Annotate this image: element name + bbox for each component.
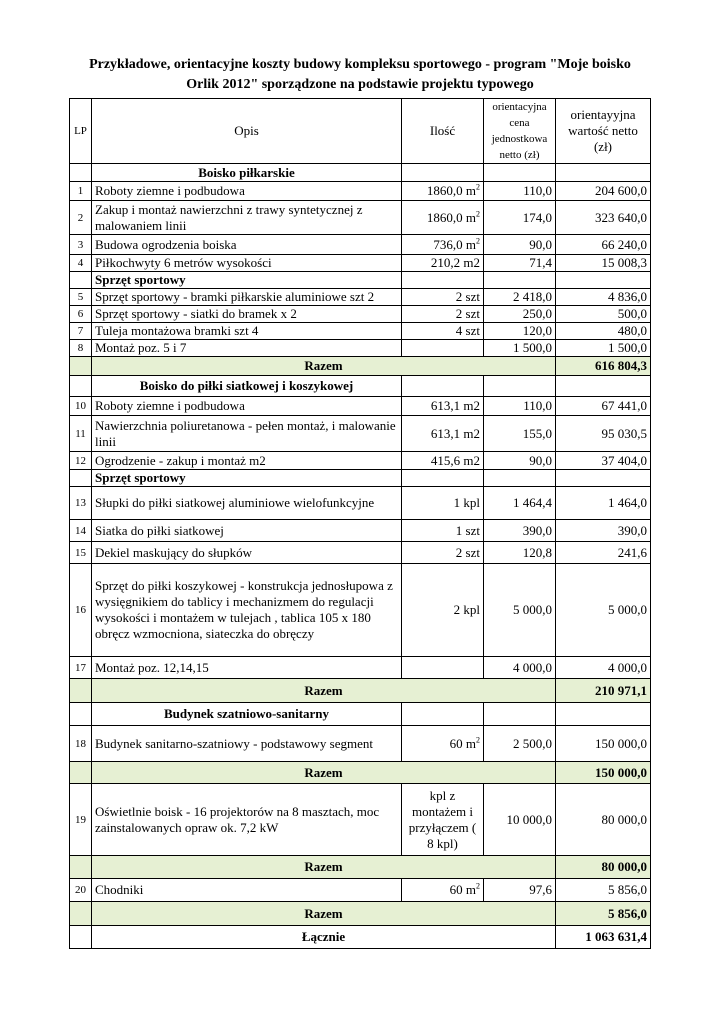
table-row bbox=[70, 657, 651, 679]
cost-table bbox=[69, 98, 651, 949]
row-opis: Zakup i montaż nawierzchni z trawy syntetycznej z malowaniem linii bbox=[92, 201, 402, 235]
header-wartosc: orientayyjna wartość netto (zł) bbox=[556, 99, 651, 164]
row-wartosc: 390,0 bbox=[556, 520, 651, 542]
subtotal-value: 616 804,3 bbox=[556, 357, 651, 376]
row-cena: 110,0 bbox=[484, 182, 556, 201]
row-cena: 1 464,4 bbox=[484, 487, 556, 520]
row-qty: 415,6 m2 bbox=[402, 452, 484, 470]
section-heading: Boisko do piłki siatkowej i koszykowej bbox=[92, 376, 402, 397]
row-cena: 2 418,0 bbox=[484, 289, 556, 306]
subsection-row bbox=[70, 272, 651, 289]
row-lp: 13 bbox=[70, 487, 92, 520]
section-heading-row bbox=[70, 376, 651, 397]
row-wartosc: 500,0 bbox=[556, 306, 651, 323]
row-wartosc: 150 000,0 bbox=[556, 726, 651, 762]
row-cena: 2 500,0 bbox=[484, 726, 556, 762]
row-cena: 4 000,0 bbox=[484, 657, 556, 679]
row-lp: 4 bbox=[70, 255, 92, 272]
table-row bbox=[70, 564, 651, 657]
row-qty: 2 szt bbox=[402, 289, 484, 306]
table-row bbox=[70, 235, 651, 255]
row-lp: 14 bbox=[70, 520, 92, 542]
row-wartosc: 15 008,3 bbox=[556, 255, 651, 272]
subtotal-label: Razem bbox=[92, 357, 556, 376]
row-wartosc: 37 404,0 bbox=[556, 452, 651, 470]
document-title bbox=[60, 55, 660, 95]
row-opis: Budowa ogrodzenia boiska bbox=[92, 235, 402, 255]
row-wartosc: 204 600,0 bbox=[556, 182, 651, 201]
grand-total-label: Łącznie bbox=[92, 926, 556, 949]
row-qty: 1 szt bbox=[402, 520, 484, 542]
row-wartosc: 80 000,0 bbox=[556, 784, 651, 856]
row-opis: Sprzęt sportowy - siatki do bramek x 2 bbox=[92, 306, 402, 323]
row-cena: 120,8 bbox=[484, 542, 556, 564]
row-cena: 90,0 bbox=[484, 235, 556, 255]
row-cena: 5 000,0 bbox=[484, 564, 556, 657]
row-lp: 12 bbox=[70, 452, 92, 470]
row-lp: 3 bbox=[70, 235, 92, 255]
row-lp: 1 bbox=[70, 182, 92, 201]
table-row bbox=[70, 289, 651, 306]
row-qty: 1860,0 $m^2$ bbox=[402, 201, 484, 235]
row-cena: 97,6 bbox=[484, 879, 556, 902]
subtotal-label: Razem bbox=[92, 902, 556, 926]
subtotal-label: Razem bbox=[92, 762, 556, 784]
row-wartosc: 67 441,0 bbox=[556, 397, 651, 416]
row-qty bbox=[402, 340, 484, 357]
table-row bbox=[70, 182, 651, 201]
subtotal-value: 210 971,1 bbox=[556, 679, 651, 703]
row-wartosc: 480,0 bbox=[556, 323, 651, 340]
row-cena: 174,0 bbox=[484, 201, 556, 235]
row-lp: 18 bbox=[70, 726, 92, 762]
row-lp: 2 bbox=[70, 201, 92, 235]
table-row bbox=[70, 340, 651, 357]
row-opis: Ogrodzenie - zakup i montaż m2 bbox=[92, 452, 402, 470]
row-cena: 110,0 bbox=[484, 397, 556, 416]
table-row bbox=[70, 487, 651, 520]
table-row bbox=[70, 784, 651, 856]
row-opis: Roboty ziemne i podbudowa bbox=[92, 397, 402, 416]
table-row bbox=[70, 726, 651, 762]
subtotal-row bbox=[70, 902, 651, 926]
row-cena: 90,0 bbox=[484, 452, 556, 470]
subtotal-row bbox=[70, 762, 651, 784]
table-row bbox=[70, 306, 651, 323]
section-heading-row bbox=[70, 164, 651, 182]
row-opis: Budynek sanitarno-szatniowy - podstawowy segment bbox=[92, 726, 402, 762]
row-opis: Montaż poz. 5 i 7 bbox=[92, 340, 402, 357]
table-row bbox=[70, 397, 651, 416]
row-opis: Siatka do piłki siatkowej bbox=[92, 520, 402, 542]
row-opis: Piłkochwyty 6 metrów wysokości bbox=[92, 255, 402, 272]
title-line-2: Orlik 2012" sporządzone na podstawie projektu typowego bbox=[186, 77, 534, 92]
row-wartosc: 241,6 bbox=[556, 542, 651, 564]
row-qty: 613,1 m2 bbox=[402, 416, 484, 452]
row-wartosc: 4 836,0 bbox=[556, 289, 651, 306]
row-cena: 250,0 bbox=[484, 306, 556, 323]
subsection-heading: Sprzęt sportowy bbox=[92, 470, 402, 487]
row-lp: 19 bbox=[70, 784, 92, 856]
row-qty: 736,0 $m^2$ bbox=[402, 235, 484, 255]
grand-total-row bbox=[70, 926, 651, 949]
row-lp: 11 bbox=[70, 416, 92, 452]
subtotal-value: 80 000,0 bbox=[556, 856, 651, 879]
subtotal-label: Razem bbox=[92, 856, 556, 879]
header-opis: Opis bbox=[92, 99, 402, 164]
table-row bbox=[70, 520, 651, 542]
row-qty: 2 szt bbox=[402, 542, 484, 564]
row-lp: 6 bbox=[70, 306, 92, 323]
row-wartosc: 95 030,5 bbox=[556, 416, 651, 452]
subtotal-value: 150 000,0 bbox=[556, 762, 651, 784]
header-ilosc: Ilość bbox=[402, 99, 484, 164]
table-header-row bbox=[70, 99, 651, 164]
row-qty: kpl z montażem i przyłączem ( 8 kpl) bbox=[402, 784, 484, 856]
section-heading-row bbox=[70, 703, 651, 726]
row-opis: Nawierzchnia poliuretanowa - pełen montaż, i malowanie linii bbox=[92, 416, 402, 452]
header-lp: LP bbox=[70, 99, 92, 164]
row-qty: 2 szt bbox=[402, 306, 484, 323]
row-opis: Roboty ziemne i podbudowa bbox=[92, 182, 402, 201]
row-wartosc: 5 000,0 bbox=[556, 564, 651, 657]
row-opis: Chodniki bbox=[92, 879, 402, 902]
table-row bbox=[70, 201, 651, 235]
row-opis: Słupki do piłki siatkowej aluminiowe wielofunkcyjne bbox=[92, 487, 402, 520]
section-heading: Boisko piłkarskie bbox=[92, 164, 402, 182]
grand-total-value: 1 063 631,4 bbox=[556, 926, 651, 949]
row-opis: Montaż poz. 12,14,15 bbox=[92, 657, 402, 679]
row-cena: 155,0 bbox=[484, 416, 556, 452]
row-qty: 1 kpl bbox=[402, 487, 484, 520]
row-wartosc: 1 464,0 bbox=[556, 487, 651, 520]
row-opis: Sprzęt sportowy - bramki piłkarskie aluminiowe szt 2 bbox=[92, 289, 402, 306]
row-cena: 71,4 bbox=[484, 255, 556, 272]
row-qty: 2 kpl bbox=[402, 564, 484, 657]
subtotal-row bbox=[70, 856, 651, 879]
table-row bbox=[70, 879, 651, 902]
row-qty: 4 szt bbox=[402, 323, 484, 340]
row-wartosc: 66 240,0 bbox=[556, 235, 651, 255]
row-opis: Sprzęt do piłki koszykowej - konstrukcja jednosłupowa z wysięgnikiem do tablicy i mechanizmem do regulacji wysokości i montażem w tulejach , tablica 105 x 180 obręcz wzmocniona, siateczka do obręczy bbox=[92, 564, 402, 657]
table-row bbox=[70, 323, 651, 340]
row-lp: 15 bbox=[70, 542, 92, 564]
subtotal-value: 5 856,0 bbox=[556, 902, 651, 926]
row-cena: 120,0 bbox=[484, 323, 556, 340]
row-opis: Tuleja montażowa bramki szt 4 bbox=[92, 323, 402, 340]
row-wartosc: 5 856,0 bbox=[556, 879, 651, 902]
row-cena: 10 000,0 bbox=[484, 784, 556, 856]
row-opis: Dekiel maskujący do słupków bbox=[92, 542, 402, 564]
section-heading: Budynek szatniowo-sanitarny bbox=[92, 703, 402, 726]
row-wartosc: 4 000,0 bbox=[556, 657, 651, 679]
row-cena: 390,0 bbox=[484, 520, 556, 542]
row-cena: 1 500,0 bbox=[484, 340, 556, 357]
row-lp: 20 bbox=[70, 879, 92, 902]
row-lp: 10 bbox=[70, 397, 92, 416]
row-lp: 7 bbox=[70, 323, 92, 340]
table-row bbox=[70, 255, 651, 272]
row-qty: 1860,0 $m^2$ bbox=[402, 182, 484, 201]
subsection-row bbox=[70, 470, 651, 487]
row-wartosc: 323 640,0 bbox=[556, 201, 651, 235]
row-qty bbox=[402, 657, 484, 679]
row-wartosc: 1 500,0 bbox=[556, 340, 651, 357]
row-lp: 8 bbox=[70, 340, 92, 357]
header-cena: orientacyjna cena jednostkowa netto (zł) bbox=[484, 99, 556, 164]
row-lp: 5 bbox=[70, 289, 92, 306]
subtotal-row bbox=[70, 679, 651, 703]
subsection-heading: Sprzęt sportowy bbox=[92, 272, 402, 289]
row-qty: 60 $m^2$ bbox=[402, 726, 484, 762]
row-qty: 60 $m^2$ bbox=[402, 879, 484, 902]
table-row bbox=[70, 452, 651, 470]
row-opis: Oświetlnie boisk - 16 projektorów na 8 masztach, moc zainstalowanych opraw ok. 7,2 kW bbox=[92, 784, 402, 856]
subtotal-row bbox=[70, 357, 651, 376]
row-lp: 16 bbox=[70, 564, 92, 657]
row-lp: 17 bbox=[70, 657, 92, 679]
row-qty: 613,1 m2 bbox=[402, 397, 484, 416]
subtotal-label: Razem bbox=[92, 679, 556, 703]
row-qty: 210,2 m2 bbox=[402, 255, 484, 272]
table-row bbox=[70, 416, 651, 452]
title-line-1: Przykładowe, orientacyjne koszty budowy kompleksu sportowego - program "Moje boisko bbox=[89, 57, 631, 72]
table-row bbox=[70, 542, 651, 564]
